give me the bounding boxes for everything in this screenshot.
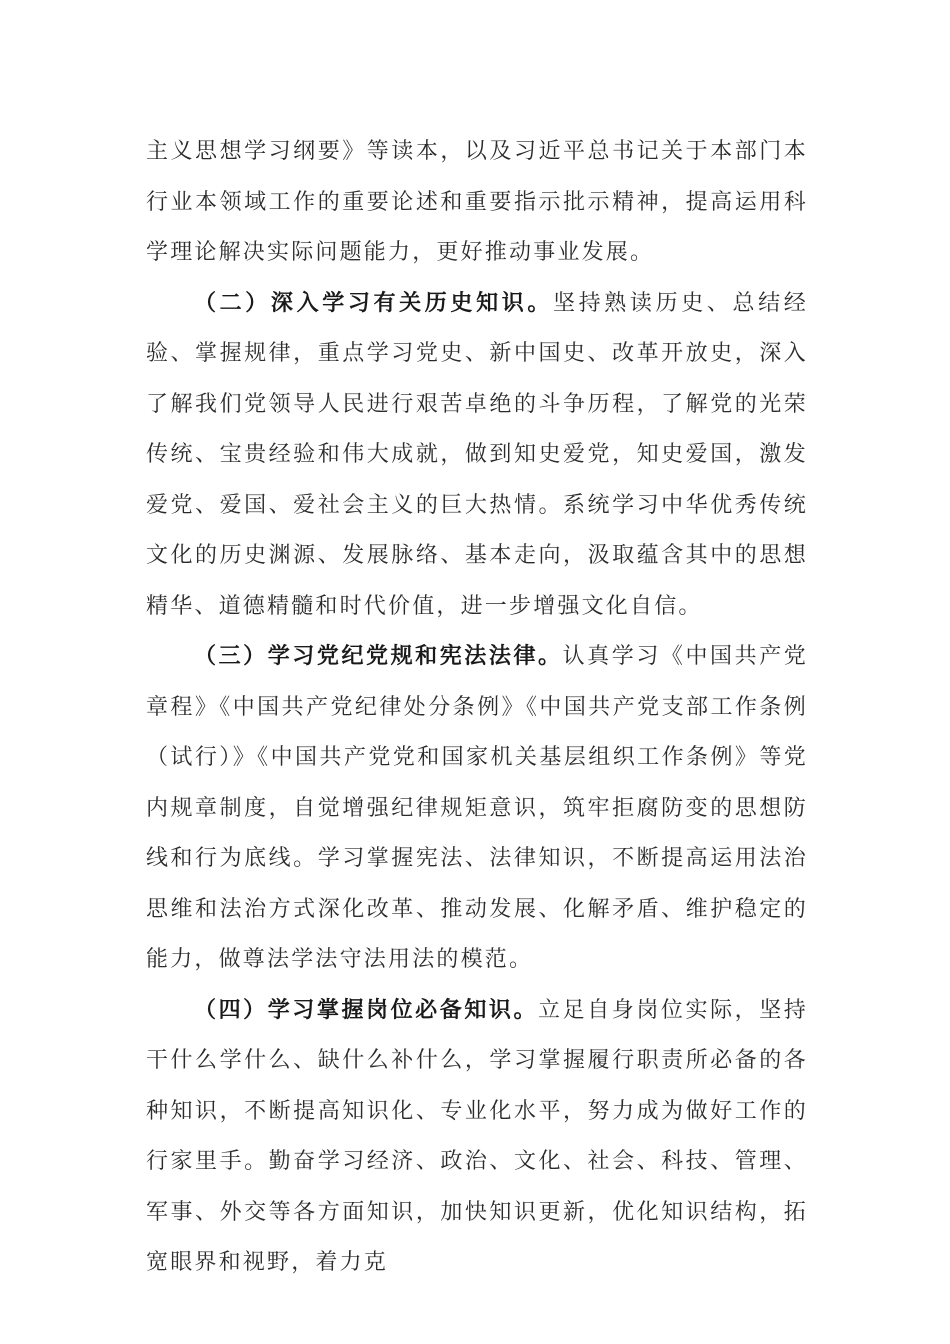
paragraph-job-knowledge <box>146 986 808 1289</box>
paragraph-history-knowledge <box>146 279 808 633</box>
paragraph-party-rules-law <box>146 632 808 986</box>
paragraph-text: 主义思想学习纲要》等读本，以及习近平总书记关于本部门本行业本领域工作的重要论述和重要指示批示精神，提高运用科学理论解决实际问题能力，更好推动事业发展。 <box>146 139 808 265</box>
paragraph-heading: （三）学习党纪党规和宪法法律。 <box>194 644 563 669</box>
paragraph-text: 立足自身岗位实际，坚持干什么学什么、缺什么补什么，学习掌握履行职责所必备的各种知识，不断提高知识化、专业化水平，努力成为做好工作的行家里手。勤奋学习经济、政治、文化、社会、科技、管理、军事、外交等各方面知识，加快知识更新，优化知识结构，拓宽眼界和视野，着力克 <box>146 997 808 1275</box>
paragraph-heading: （二）深入学习有关历史知识。 <box>194 290 553 316</box>
paragraph-heading: （四）学习掌握岗位必备知识。 <box>194 997 539 1023</box>
paragraph-text: 认真学习《中国共产党章程》《中国共产党纪律处分条例》《中国共产党支部工作条例（试行）》《中国共产党党和国家机关基层组织工作条例》等党内规章制度，自觉增强纪律规矩意识，筑牢拒腐防变的思想防线和行为底线。学习掌握宪法、法律知识，不断提高运用法治思维和法治方式深化改革、推动发展、化解矛盾、维护稳定的能力，做尊法学法守法用法的模范。 <box>146 644 808 972</box>
paragraph-text: 坚持熟读历史、总结经验、掌握规律，重点学习党史、新中国史、改革开放史，深入了解我们党领导人民进行艰苦卓绝的斗争历程，了解党的光荣传统、宝贵经验和伟大成就，做到知史爱党，知史爱国，激发爱党、爱国、爱社会主义的巨大热情。系统学习中华优秀传统文化的历史渊源、发展脉络、基本走向，汲取蕴含其中的思想精华、道德精髓和时代价值，进一步增强文化自信。 <box>146 290 808 619</box>
paragraph-continuation <box>146 127 808 279</box>
document-body <box>146 127 808 1289</box>
